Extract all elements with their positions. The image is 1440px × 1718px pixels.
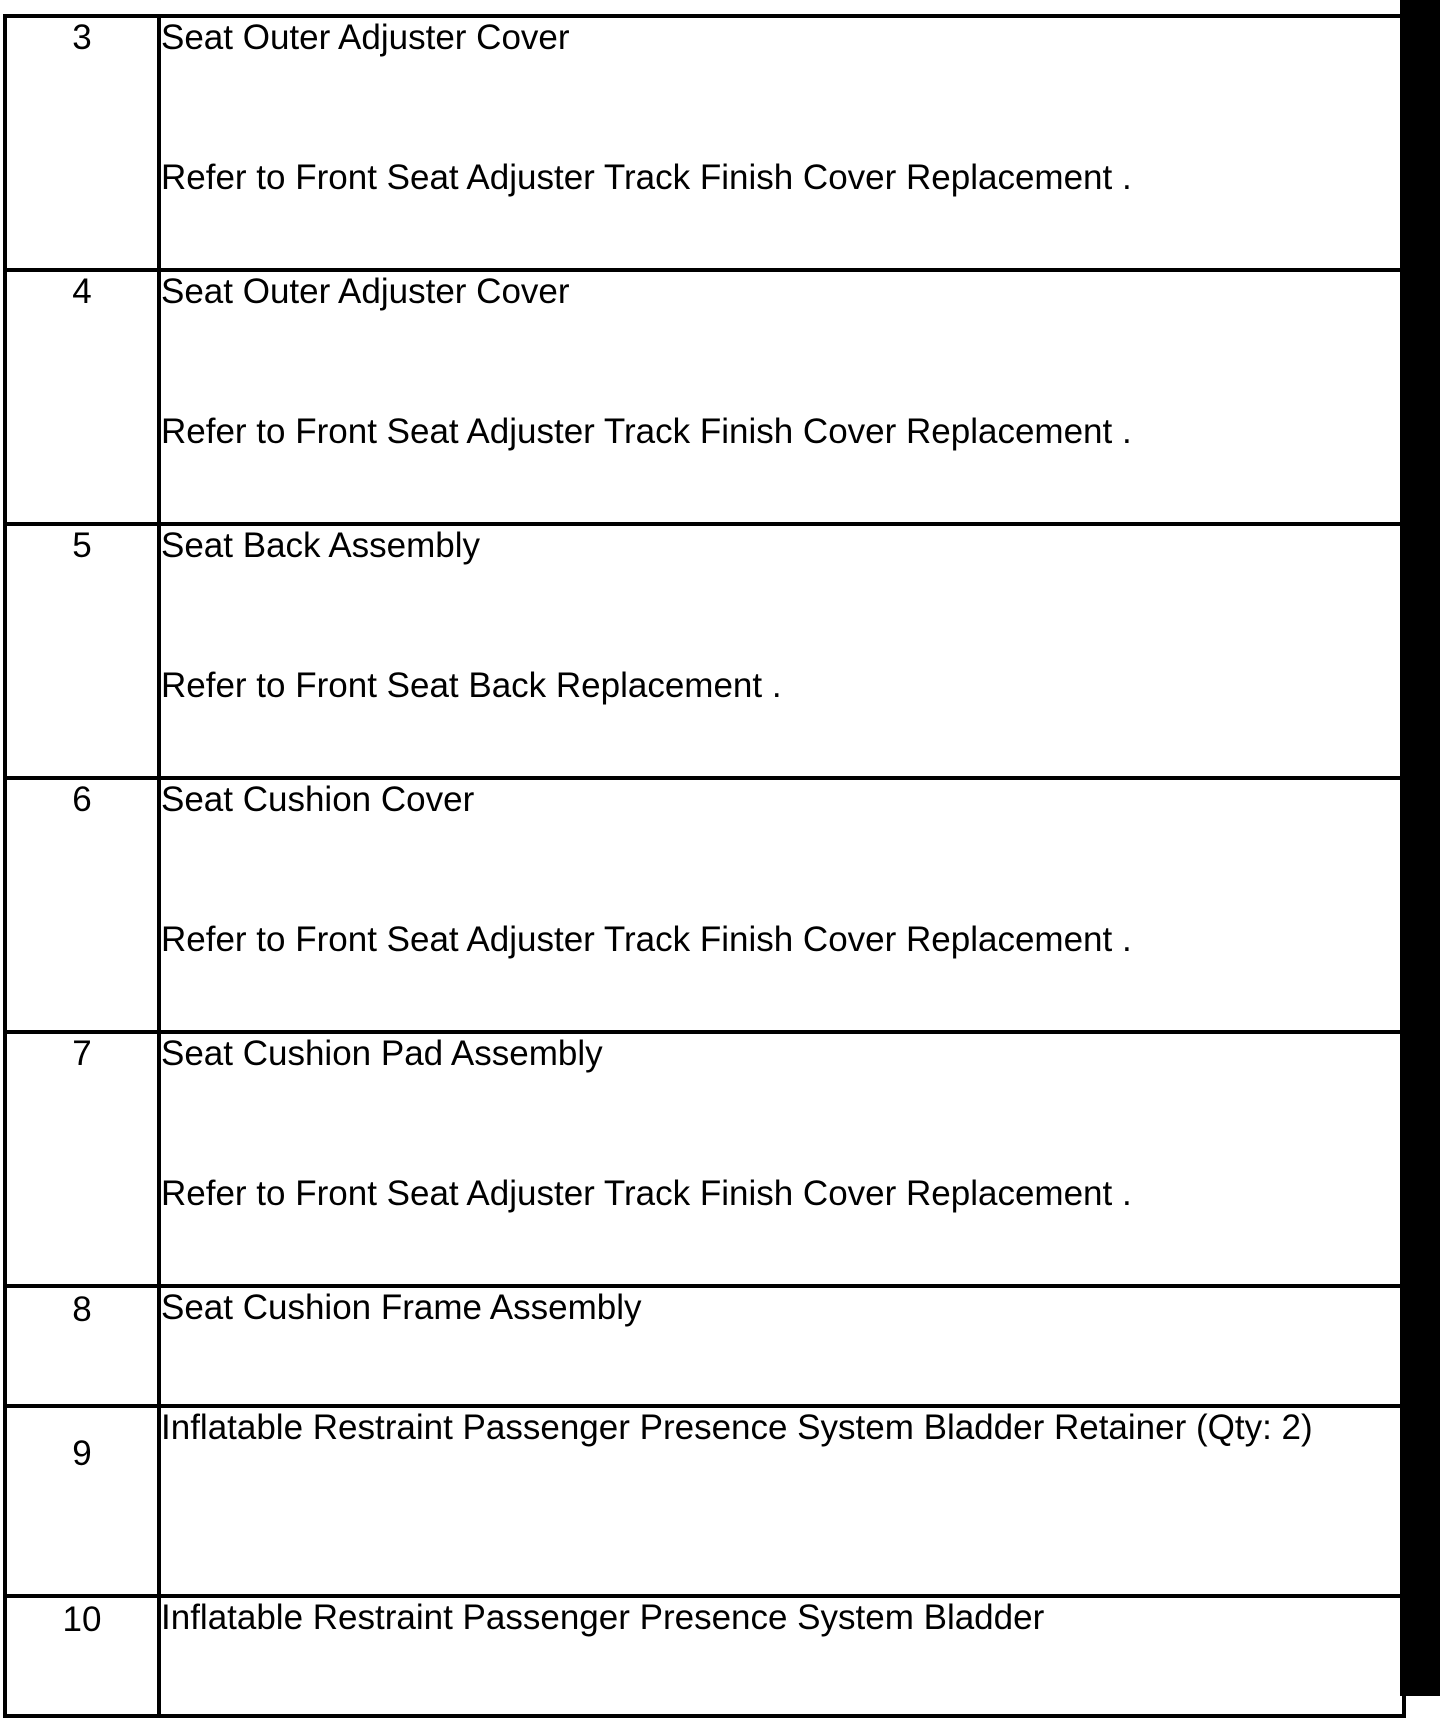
item-description	[159, 16, 1404, 270]
item-description	[159, 524, 1404, 778]
item-reference: Refer to Front Seat Adjuster Track Finish Cover Replacement .	[161, 412, 1132, 451]
item-description	[159, 778, 1404, 1032]
item-reference: Refer to Front Seat Adjuster Track Finish Cover Replacement .	[161, 158, 1132, 197]
table-row	[5, 1596, 1404, 1716]
table-row	[5, 270, 1404, 524]
item-number: 7	[5, 1032, 159, 1286]
table-row	[5, 1032, 1404, 1286]
item-name: Seat Cushion Frame Assembly	[161, 1288, 642, 1327]
item-number: 6	[5, 778, 159, 1032]
item-description	[159, 1286, 1404, 1406]
table-row	[5, 1286, 1404, 1406]
table-row	[5, 524, 1404, 778]
item-number: 8	[5, 1286, 159, 1406]
table-row	[5, 778, 1404, 1032]
item-description	[159, 270, 1404, 524]
item-reference: Refer to Front Seat Back Replacement .	[161, 666, 782, 705]
item-name: Seat Outer Adjuster Cover	[161, 18, 570, 57]
item-number: 3	[5, 16, 159, 270]
item-number: 10	[5, 1596, 159, 1716]
item-name: Inflatable Restraint Passenger Presence System Bladder	[161, 1598, 1045, 1637]
item-reference: Refer to Front Seat Adjuster Track Finish Cover Replacement .	[161, 1174, 1132, 1213]
table-row	[5, 1406, 1404, 1596]
item-name: Seat Cushion Pad Assembly	[161, 1034, 603, 1073]
item-name: Seat Outer Adjuster Cover	[161, 272, 570, 311]
item-name: Inflatable Restraint Passenger Presence System Bladder Retainer (Qty: 2)	[161, 1408, 1313, 1447]
item-number: 9	[5, 1406, 159, 1596]
page-edge-bar	[1400, 0, 1440, 1696]
table-row	[5, 16, 1404, 270]
item-description	[159, 1032, 1404, 1286]
item-reference: Refer to Front Seat Adjuster Track Finish Cover Replacement .	[161, 920, 1132, 959]
item-number: 4	[5, 270, 159, 524]
item-name: Seat Back Assembly	[161, 526, 481, 565]
item-description	[159, 1596, 1404, 1716]
parts-table	[3, 14, 1406, 1718]
item-number: 5	[5, 524, 159, 778]
item-name: Seat Cushion Cover	[161, 780, 475, 819]
item-description	[159, 1406, 1404, 1596]
